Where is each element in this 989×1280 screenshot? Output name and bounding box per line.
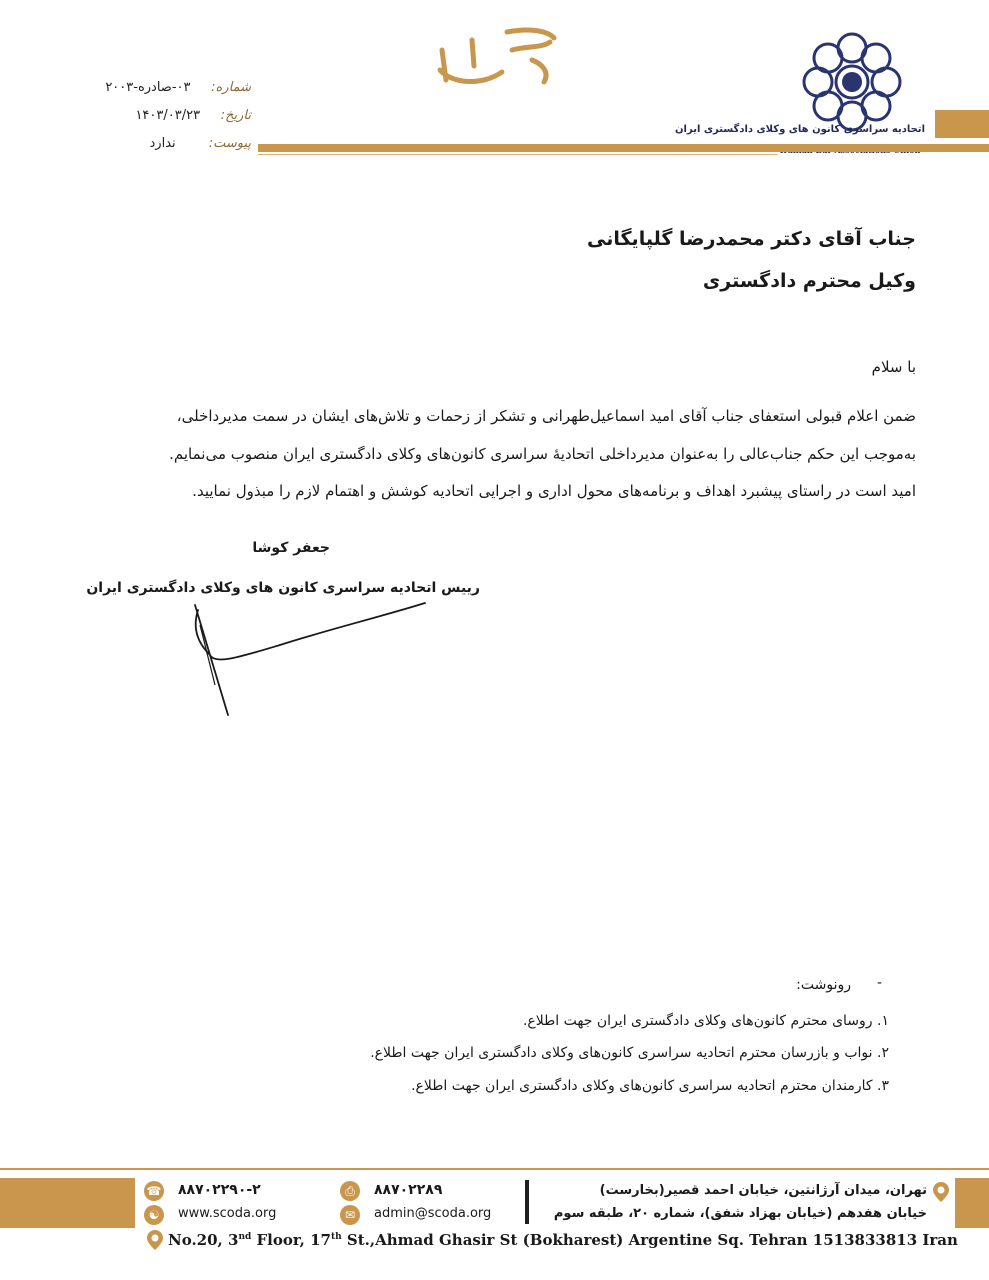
footer-website[interactable]: www.scoda.org xyxy=(178,1206,277,1221)
footer-address-fa-line1: تهران، میدان آرژانتین، خیابان احمد قصیر(بخارست) xyxy=(599,1183,927,1198)
org-name-persian: اتحادیه سراسری کانون های وکلای دادگستری ایران xyxy=(675,124,925,135)
date-value: ۱۴۰۳/۰۳/۲۳ xyxy=(135,108,201,123)
cc-dash: - xyxy=(877,975,883,991)
address-en-sup-th: th xyxy=(331,1232,342,1242)
address-en-part-b: Floor, 17 xyxy=(251,1231,331,1249)
signer-title: رییس اتحادیه سراسری کانون های وکلای دادگستری ایران xyxy=(86,580,480,596)
footer-divider xyxy=(525,1180,529,1224)
location-pin-icon xyxy=(932,1181,950,1203)
handwritten-signature xyxy=(180,595,440,725)
signer-name: جعفر کوشا xyxy=(252,540,330,556)
attachment-value: ندارد xyxy=(149,136,176,151)
cc-item-3: ۳. کارمندان محترم اتحادیه سراسری کانون‌های وکلای دادگستری ایران جهت اطلاع. xyxy=(411,1078,889,1094)
cc-item-1: ۱. روسای محترم کانون‌های وکلای دادگستری ایران جهت اطلاع. xyxy=(522,1013,889,1029)
date-label: تاریخ: xyxy=(220,108,251,123)
paragraph-line-2: به‌موجب این حکم جناب‌عالی را به‌عنوان مدیرداخلی اتحادیهٔ سراسری کانون‌های وکلای دادگستری ایران منصوب می‌نمایم. xyxy=(169,445,916,463)
location-pin-icon-en xyxy=(146,1229,164,1251)
number-label: شماره: xyxy=(211,80,251,95)
address-en-sup-nd: nd xyxy=(238,1232,252,1242)
footer-top-line xyxy=(0,1168,989,1170)
greeting: با سلام xyxy=(871,358,916,376)
bismillah-calligraphy xyxy=(432,20,562,92)
email-icon: ✉ xyxy=(340,1205,360,1225)
footer-address-english xyxy=(168,1231,958,1249)
header-thin-line xyxy=(258,154,778,155)
paragraph-line-3: امید است در راستای پیشبرد اهداف و برنامه‌های محول اداری و اجرایی اتحادیه کوشش و اهتمام لازم را مبذول نمایید. xyxy=(192,482,916,500)
cc-heading: رونوشت: xyxy=(796,977,851,993)
bar-association-emblem-logo xyxy=(782,22,922,157)
paragraph-line-1: ضمن اعلام قبولی استعفای جناب آقای امید اسماعیل‌طهرانی و تشکر از زحمات و تلاش‌های ایشان در سمت مدیرداخلی، xyxy=(176,407,916,425)
addressee-title: وکیل محترم دادگستری xyxy=(702,270,916,292)
fax-icon: ⎙ xyxy=(340,1181,360,1201)
letter-number-row xyxy=(105,80,251,95)
footer-phone: ۸۸۷۰۲۲۹۰-۲ xyxy=(178,1182,261,1198)
attachment-label: پیوست: xyxy=(208,136,251,151)
cc-item-2: ۲. نواب و بازرسان محترم اتحادیه سراسری کانون‌های وکلای دادگستری ایران جهت اطلاع. xyxy=(370,1045,889,1061)
address-en-part-a: No.20, 3 xyxy=(168,1231,239,1249)
header-accent-line xyxy=(258,144,989,152)
letter-attachment-row xyxy=(150,136,251,151)
header-accent-block xyxy=(935,110,989,138)
footer-fax: ۸۸۷۰۲۲۸۹ xyxy=(374,1182,443,1198)
footer-left-accent xyxy=(0,1178,135,1228)
phone-icon: ☎ xyxy=(144,1181,164,1201)
addressee-name: جناب آقای دکتر محمدرضا گلپایگانی xyxy=(587,228,916,250)
footer-right-accent xyxy=(955,1178,989,1228)
footer-email[interactable]: admin@scoda.org xyxy=(374,1206,492,1221)
address-en-part-c: St.,Ahmad Ghasir St (Bokharest) Argentine Sq. Tehran 1513833813 Iran xyxy=(341,1231,958,1249)
number-value: ۰۳-صادره-۲۰۰۳ xyxy=(105,80,191,95)
letter-date-row xyxy=(135,108,251,123)
globe-icon: ☯ xyxy=(144,1205,164,1225)
footer-address-fa-line2: خیابان هفدهم (خیابان بهزاد شفق)، شماره ۲۰، طبقه سوم xyxy=(553,1206,927,1221)
